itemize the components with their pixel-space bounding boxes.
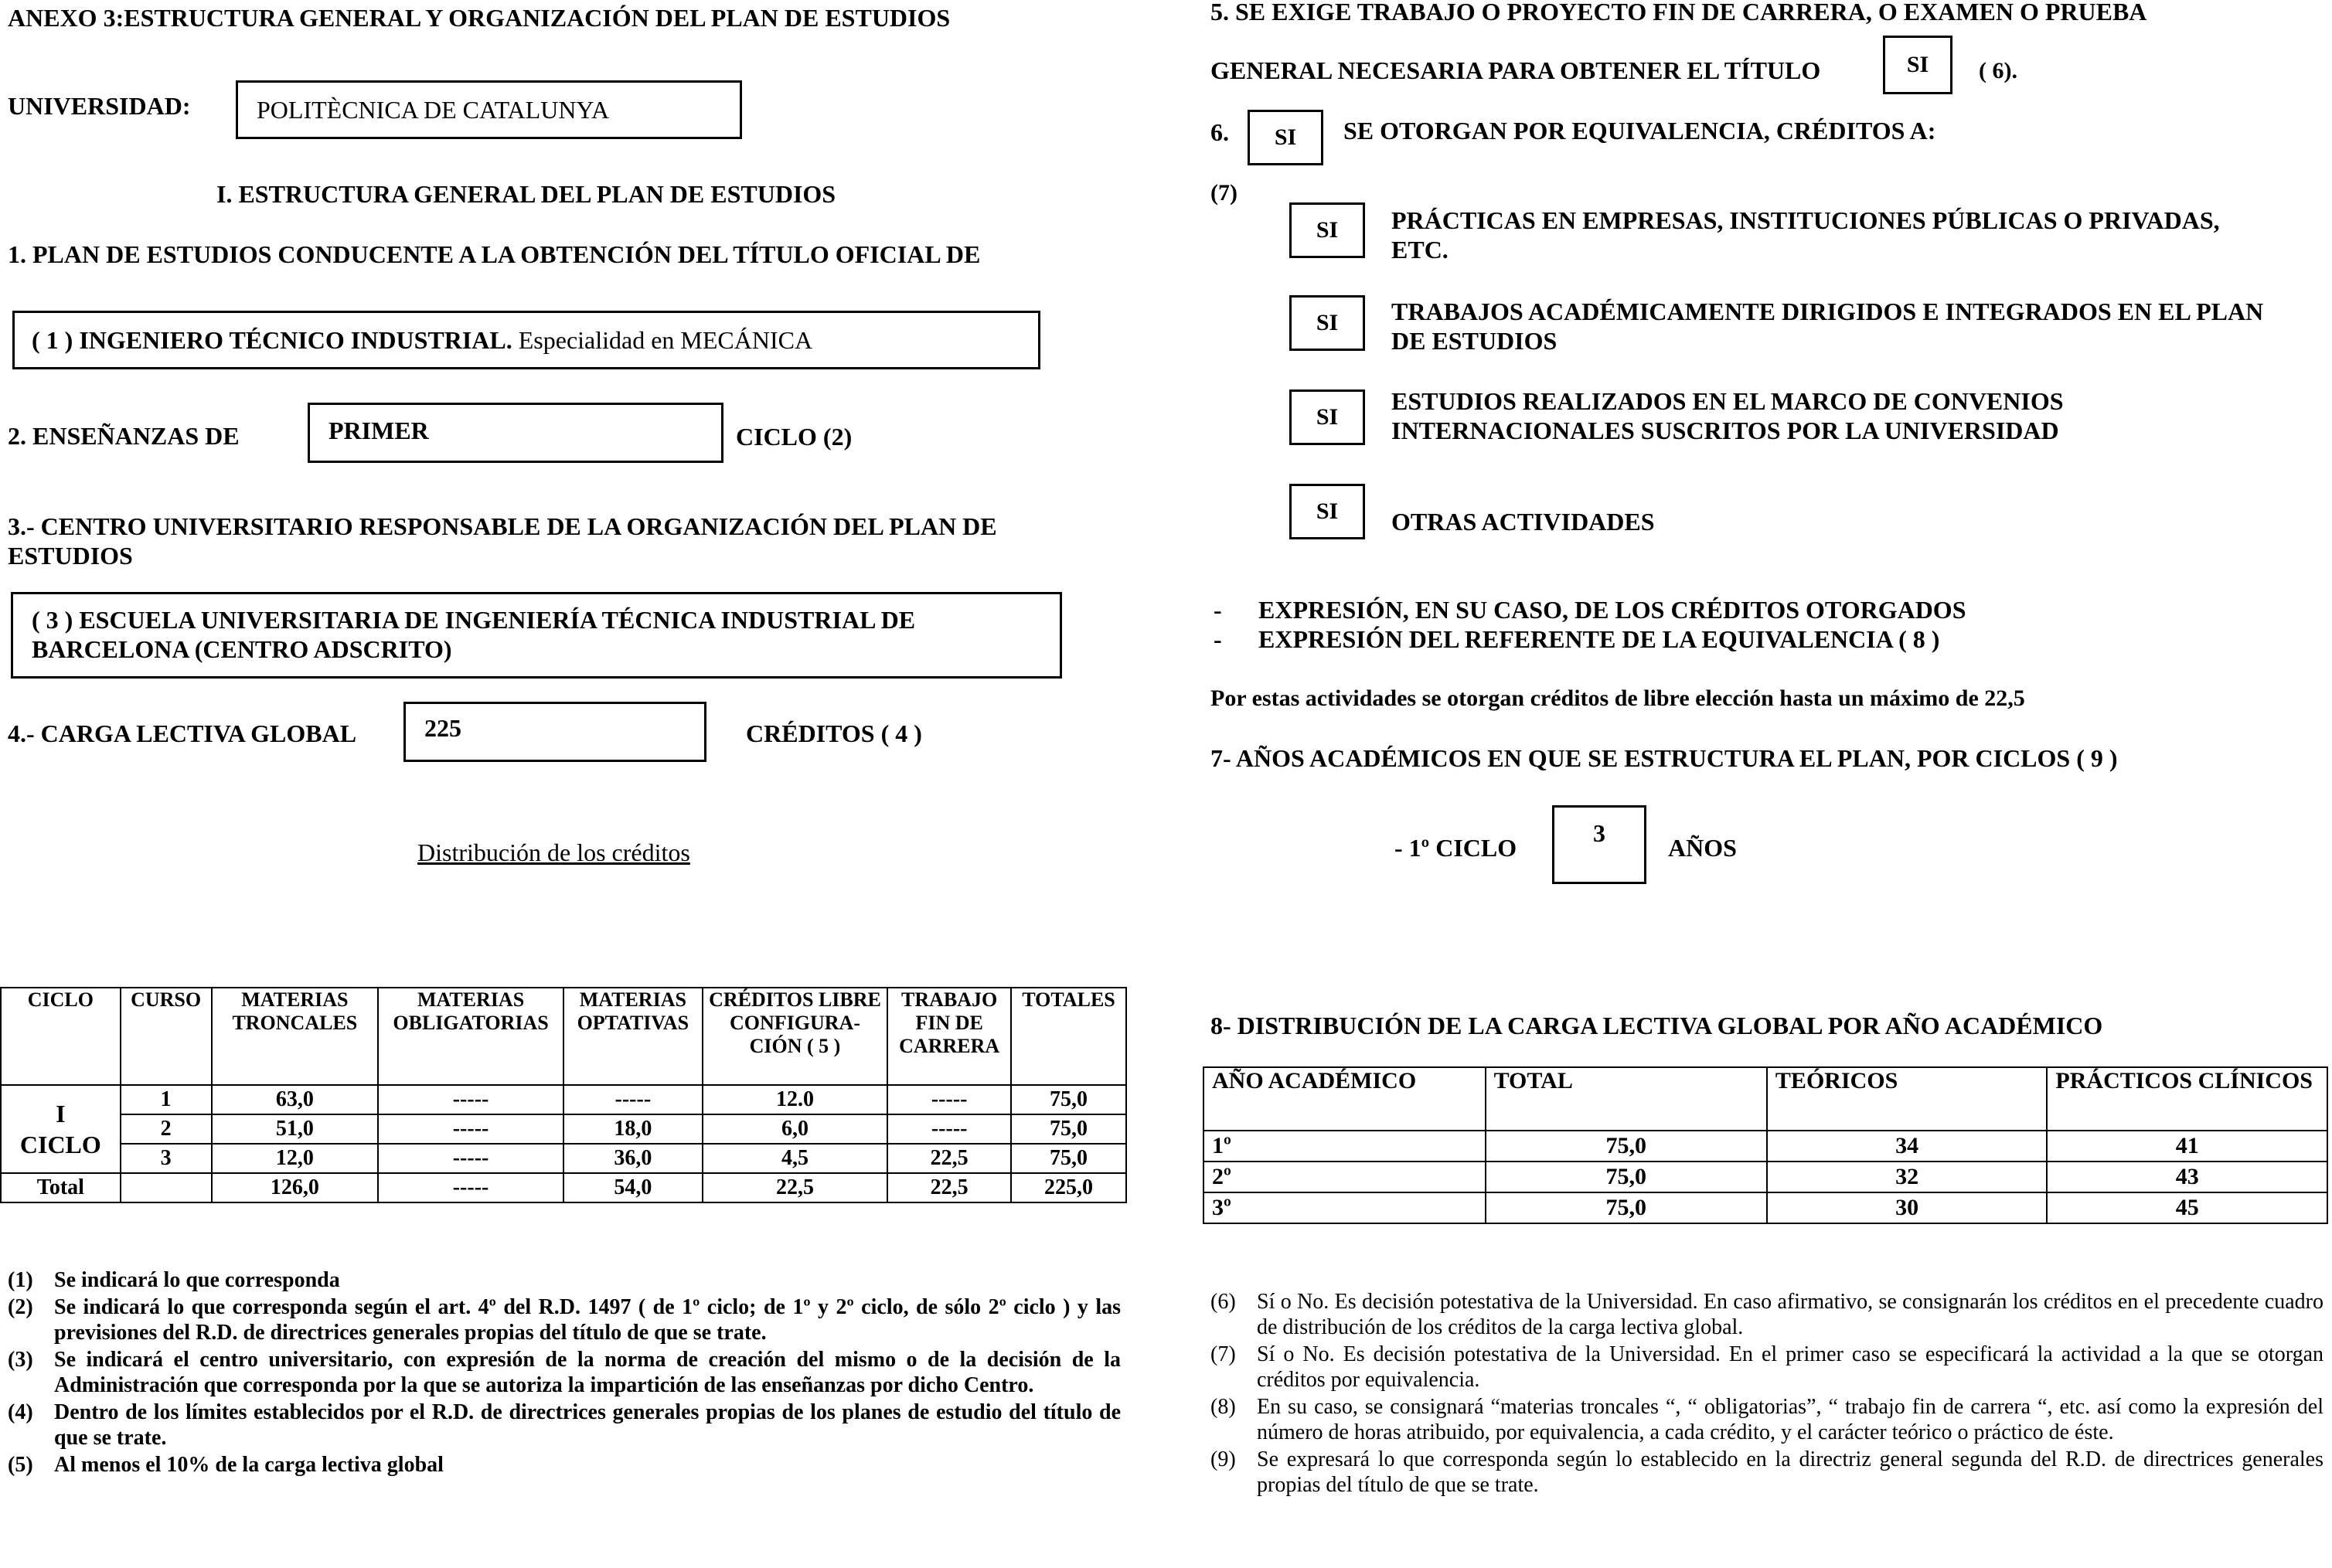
bullet-mark: - [1214,625,1222,653]
equiv-other-box: SI [1289,484,1365,539]
cycle-value: PRIMER [329,417,429,444]
header-practice: PRÁCTICOS CLÍNICOS [2047,1067,2327,1131]
libre-cell: 6,0 [703,1114,888,1144]
note-text: Se indicará el centro universitario, con expresión de la norma de creación del mismo o de la decisión de la Administración que corresponda por la que se autoriza la impartición de las enseñanzas por dicho Centro. [54,1348,1121,1397]
practice-cell: 41 [2047,1131,2327,1162]
equivalence-box: SI [1248,110,1323,165]
annex-title: ANEXO 3:ESTRUCTURA GENERAL Y ORGANIZACIÓN DEL PLAN DE ESTUDIOS [8,4,951,32]
troncales-cell: 51,0 [212,1114,379,1144]
total-label: Total [1,1173,121,1202]
degree-title: ( 1 ) INGENIERO TÉCNICO INDUSTRIAL. [32,326,512,354]
header-obligatorias: MATERIAS OBLIGATORIAS [378,988,563,1085]
item5-suffix: ( 6). [1979,58,2017,83]
header-totales: TOTALES [1011,988,1126,1085]
trabajo-cell: ----- [887,1085,1011,1114]
university-box [236,80,742,139]
item2-suffix: CICLO (2) [736,423,853,451]
equiv-academic-line1: TRABAJOS ACADÉMICAMENTE DIRIGIDOS E INTEGRADOS EN EL PLAN [1391,298,2264,325]
list-item [8,1294,1121,1345]
header-troncales: MATERIAS TRONCALES [212,988,379,1085]
theory-cell: 30 [1767,1192,2048,1223]
bullet-reference: EXPRESIÓN DEL REFERENTE DE LA EQUIVALENCIA ( 8 ) [1258,625,1940,653]
trabajo-cell: 22,5 [887,1144,1011,1173]
troncales-cell: 12,0 [212,1144,379,1173]
header-year: AÑO ACADÉMICO [1203,1067,1486,1131]
university-label: UNIVERSIDAD: [8,92,191,120]
center-value-line2: BARCELONA (CENTRO ADSCRITO) [32,635,452,663]
credits-table [0,987,1127,1203]
optativas-cell: 36,0 [563,1144,703,1173]
list-item [1210,1342,2323,1393]
list-item [1210,1394,2323,1445]
cycle-roman: I [56,1100,66,1128]
equiv-internships-box: SI [1289,202,1365,258]
item4-suffix: CRÉDITOS ( 4 ) [746,719,922,747]
troncales-cell: 63,0 [212,1085,379,1114]
left-notes [8,1267,1121,1479]
equiv-international-line1: ESTUDIOS REALIZADOS EN EL MARCO DE CONVENIOS [1391,387,2064,415]
item2-label: 2. ENSEÑANZAS DE [8,422,240,450]
list-item [8,1347,1121,1398]
item8-label: 8- DISTRIBUCIÓN DE LA CARGA LECTIVA GLOBAL POR AÑO ACADÉMICO [1210,1012,2103,1039]
total-optativas: 54,0 [563,1173,703,1202]
note-text: Sí o No. Es decisión potestativa de la Universidad. En el primer caso se especificará la actividad a la que se otorgan créditos por equivalencia. [1257,1342,2323,1392]
item3-label-line2: ESTUDIOS [8,542,133,570]
trabajo-cell: ----- [887,1114,1011,1144]
equiv-academic-line2: DE ESTUDIOS [1391,327,1558,355]
total-curso [121,1173,212,1202]
note-text: Al menos el 10% de la carga lectiva global [54,1453,444,1477]
totales-cell: 75,0 [1011,1114,1126,1144]
activities-note: Por estas actividades se otorgan créditos de libre elección hasta un máximo de 22,5 [1210,685,2025,711]
item6-label: SE OTORGAN POR EQUIVALENCIA, CRÉDITOS A: [1343,117,1936,145]
cycle-years-box [1552,805,1646,884]
curso-cell: 3 [121,1144,212,1173]
total-cell: 75,0 [1486,1131,1767,1162]
header-theory: TEÓRICOS [1767,1067,2048,1131]
list-item [8,1452,1121,1478]
university-value: POLITÈCNICA DE CATALUNYA [257,96,610,124]
year-cell: 3º [1203,1192,1486,1223]
libre-cell: 12.0 [703,1085,888,1114]
cycle-years-value: 3 [1593,819,1605,847]
note-number: (6) [1210,1290,1236,1314]
note-number: (2) [8,1295,33,1319]
total-trabajo: 22,5 [887,1173,1011,1202]
list-item [8,1400,1121,1451]
note-number: (4) [8,1400,33,1424]
global-load-value: 225 [424,714,461,742]
equiv-internships-line2: ETC. [1391,236,1449,264]
note-number: (5) [8,1453,33,1477]
distribution-title: Distribución de los créditos [417,838,690,866]
table-row [1,1144,1126,1173]
header-libre: CRÉDITOS LIBRE CONFIGURA-CIÓN ( 5 ) [703,988,888,1085]
table-row [1203,1131,2327,1162]
degree-value [32,325,812,355]
table-total-row [1,1173,1126,1202]
note-text: Se indicará lo que corresponda [54,1268,340,1292]
practice-cell: 45 [2047,1192,2327,1223]
header-curso: CURSO [121,988,212,1085]
degree-specialty: Especialidad en MECÁNICA [512,326,813,354]
totales-cell: 75,0 [1011,1085,1126,1114]
header-total: TOTAL [1486,1067,1767,1131]
equiv-international-box: SI [1289,389,1365,445]
note-text: Dentro de los límites establecidos por el R.D. de directrices generales propias de los planes de estudio del título de que se trate. [54,1400,1121,1450]
list-item [1210,1447,2323,1498]
bullet-mark: - [1214,596,1222,624]
table-row [1,1114,1126,1144]
optativas-cell: 18,0 [563,1114,703,1144]
optativas-cell: ----- [563,1085,703,1114]
obligatorias-cell: ----- [378,1085,563,1114]
table-row [1,1085,1126,1114]
note-text: En su caso, se consignará “materias troncales “, “ obligatorias”, “ trabajo fin de carrera “, etc. así como la expresión del número de horas atribuido, por equivalencia, a cada crédito, y el carácter teórico o práctico de éste. [1257,1395,2323,1444]
note7-mark: (7) [1210,180,1237,206]
total-totales: 225,0 [1011,1173,1126,1202]
note-number: (9) [1210,1447,1236,1471]
theory-cell: 34 [1767,1131,2048,1162]
total-cell: 75,0 [1486,1192,1767,1223]
curso-cell: 1 [121,1085,212,1114]
curso-cell: 2 [121,1114,212,1144]
cycle-word: CICLO [19,1131,101,1158]
year-cell: 2º [1203,1162,1486,1192]
practice-cell: 43 [2047,1162,2327,1192]
header-trabajo: TRABAJO FIN DE CARRERA [887,988,1011,1085]
center-value-line1: ( 3 ) ESCUELA UNIVERSITARIA DE INGENIERÍA TÉCNICA INDUSTRIAL DE [32,606,916,634]
item6-number: 6. [1210,118,1229,146]
table-row [1203,1162,2327,1192]
note-number: (1) [8,1268,33,1292]
note-number: (7) [1210,1342,1236,1366]
note-text: Se indicará lo que corresponda según el art. 4º del R.D. 1497 ( de 1º ciclo; de 1º y 2º ciclo, de sólo 2º ciclo ) y las previsiones del R.D. de directrices generales propias del título de que se trate. [54,1295,1121,1345]
final-project-box: SI [1883,36,1952,94]
note-number: (8) [1210,1395,1236,1419]
note-text: Sí o No. Es decisión potestativa de la Universidad. En caso afirmativo, se consignarán los créditos en el precedente cuadro de distribución de los créditos de la carga lectiva global. [1257,1290,2323,1339]
cycle-prefix: - 1º CICLO [1394,834,1517,862]
global-load-box [403,702,706,762]
total-troncales: 126,0 [212,1173,379,1202]
item4-label: 4.- CARGA LECTIVA GLOBAL [8,719,357,747]
right-notes [1210,1289,2323,1499]
equiv-internships-line1: PRÁCTICAS EN EMPRESAS, INSTITUCIONES PÚBLICAS O PRIVADAS, [1391,206,2220,234]
item3-label-line1: 3.- CENTRO UNIVERSITARIO RESPONSABLE DE LA ORGANIZACIÓN DEL PLAN DE [8,512,997,540]
equiv-academic-box: SI [1289,295,1365,351]
total-libre: 22,5 [703,1173,888,1202]
header-optativas: MATERIAS OPTATIVAS [563,988,703,1085]
bullet-credits: EXPRESIÓN, EN SU CASO, DE LOS CRÉDITOS OTORGADOS [1258,596,1966,624]
item5-line1: 5. SE EXIGE TRABAJO O PROYECTO FIN DE CARRERA, O EXAMEN O PRUEBA [1210,0,2147,26]
obligatorias-cell: ----- [378,1114,563,1144]
item1-label: 1. PLAN DE ESTUDIOS CONDUCENTE A LA OBTENCIÓN DEL TÍTULO OFICIAL DE [8,240,981,268]
equiv-international-line2: INTERNACIONALES SUSCRITOS POR LA UNIVERSIDAD [1391,417,2059,444]
total-obligatorias: ----- [378,1173,563,1202]
degree-box [12,311,1040,369]
theory-cell: 32 [1767,1162,2048,1192]
totales-cell: 75,0 [1011,1144,1126,1173]
list-item [8,1267,1121,1293]
note-text: Se expresará lo que corresponda según lo establecido en la directriz general segunda del R.D. de directrices generales propias del título de que se trate. [1257,1447,2323,1497]
note-number: (3) [8,1348,33,1372]
total-cell: 75,0 [1486,1162,1767,1192]
cycle-box [308,403,723,463]
cycle-cell [1,1085,121,1173]
equiv-other-line1: OTRAS ACTIVIDADES [1391,508,1655,536]
section-title: I. ESTRUCTURA GENERAL DEL PLAN DE ESTUDIOS [216,180,836,208]
item7-label: 7- AÑOS ACADÉMICOS EN QUE SE ESTRUCTURA EL PLAN, POR CICLOS ( 9 ) [1210,744,2118,772]
libre-cell: 4,5 [703,1144,888,1173]
table-row [1203,1192,2327,1223]
list-item [1210,1289,2323,1340]
year-table [1203,1066,2328,1224]
center-box [11,592,1062,679]
cycle-suffix: AÑOS [1668,834,1737,862]
item5-line2: GENERAL NECESARIA PARA OBTENER EL TÍTULO [1210,56,1821,84]
obligatorias-cell: ----- [378,1144,563,1173]
year-cell: 1º [1203,1131,1486,1162]
header-ciclo: CICLO [1,988,121,1085]
